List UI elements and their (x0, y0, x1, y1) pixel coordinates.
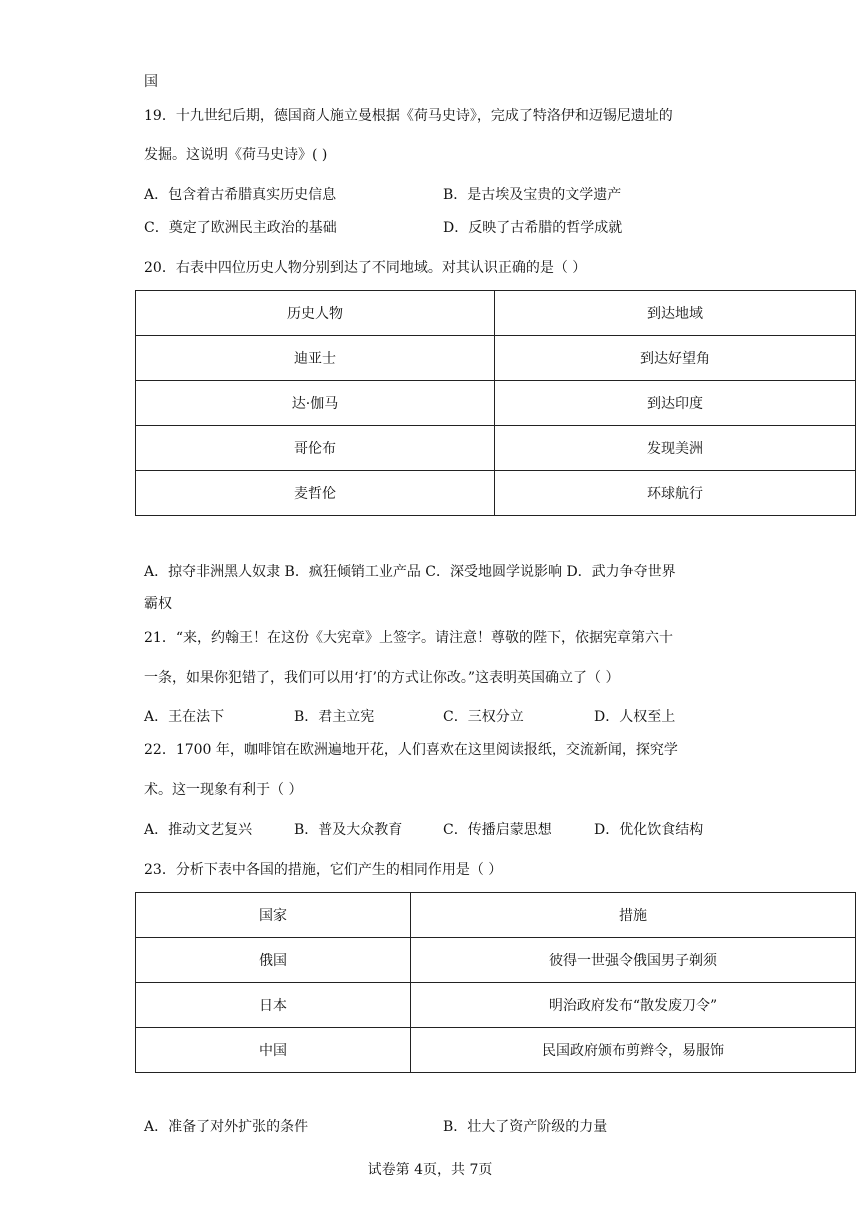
q22-option-c: C．传播启蒙思想 (443, 822, 552, 838)
q20-stem: 20．右表中四位历史人物分别到达了不同地域。对其认识正确的是（ ） (144, 260, 587, 276)
table-cell: 达·伽马 (136, 381, 495, 426)
q23-option-b: B．壮大了资产阶级的力量 (443, 1119, 608, 1135)
table-cell: 到达印度 (495, 381, 856, 426)
table-cell: 日本 (136, 983, 411, 1028)
table-cell: 中国 (136, 1028, 411, 1073)
table-row (136, 471, 856, 516)
q22-stem-line2: 术。这一现象有利于（ ） (144, 782, 303, 798)
top-fragment: 国 (144, 74, 158, 90)
q23-option-a: A．准备了对外扩张的条件 (144, 1119, 309, 1135)
q22-stem-line1: 22．1700 年，咖啡馆在欧洲遍地开花，人们喜欢在这里阅读报纸，交流新闻，探究学 (144, 742, 678, 758)
table-cell: 哥伦布 (136, 426, 495, 471)
table-header-row (136, 893, 856, 938)
page-footer: 试卷第 4页，共 7页 (367, 1162, 493, 1178)
table-row (136, 426, 856, 471)
table-cell: 环球航行 (495, 471, 856, 516)
q21-option-a: A．王在法下 (144, 709, 225, 725)
table-header-cell: 到达地域 (495, 291, 856, 336)
table-row (136, 1028, 856, 1073)
q22-option-d: D．优化饮食结构 (594, 822, 704, 838)
q23-stem: 23．分析下表中各国的措施，它们产生的相同作用是（ ） (144, 862, 503, 878)
table-cell: 民国政府颁布剪辫令，易服饰 (411, 1028, 856, 1073)
table-cell: 俄国 (136, 938, 411, 983)
table-header-row (136, 291, 856, 336)
q19-stem-line1: 19．十九世纪后期，德国商人施立曼根据《荷马史诗》，完成了特洛伊和迈锡尼遗址的 (144, 108, 673, 124)
q21-stem-line2: 一条，如果你犯错了，我们可以用‘打’的方式让你改。”这表明英国确立了（ ） (144, 670, 620, 686)
table-row (136, 336, 856, 381)
table-cell: 发现美洲 (495, 426, 856, 471)
q19-option-c: C．奠定了欧洲民主政治的基础 (144, 220, 337, 236)
q19-option-b: B．是古埃及宝贵的文学遗产 (443, 187, 622, 203)
table-cell: 明治政府发布“散发废刀令” (411, 983, 856, 1028)
table-row (136, 381, 856, 426)
table-row (136, 938, 856, 983)
table-header-cell: 措施 (411, 893, 856, 938)
q21-stem-line1: 21．“来，约翰王！在这份《大宪章》上签字。请注意！尊敬的陛下，依据宪章第六十 (144, 630, 673, 646)
q22-option-a: A．推动文艺复兴 (144, 822, 253, 838)
q19-option-a: A．包含着古希腊真实历史信息 (144, 187, 337, 203)
table-cell: 彼得一世强令俄国男子剃须 (411, 938, 856, 983)
q19-stem-line2: 发掘。这说明《荷马史诗》( ) (144, 147, 328, 163)
q21-option-b: B．君主立宪 (294, 709, 375, 725)
q20-options-line2: 霸权 (144, 596, 172, 612)
table-cell: 麦哲伦 (136, 471, 495, 516)
q22-option-b: B．普及大众教育 (294, 822, 403, 838)
table-header-cell: 国家 (136, 893, 411, 938)
table-header-cell: 历史人物 (136, 291, 495, 336)
table-row (136, 983, 856, 1028)
q20-table (135, 290, 856, 516)
q19-option-d: D．反映了古希腊的哲学成就 (443, 220, 623, 236)
q21-option-c: C．三权分立 (443, 709, 524, 725)
table-cell: 到达好望角 (495, 336, 856, 381)
q23-table (135, 892, 856, 1073)
q20-options-line1: A．掠夺非洲黑人奴隶 B．疯狂倾销工业产品 C．深受地圆学说影响 D．武力争夺世界 (144, 564, 676, 580)
q21-option-d: D．人权至上 (594, 709, 676, 725)
table-cell: 迪亚士 (136, 336, 495, 381)
